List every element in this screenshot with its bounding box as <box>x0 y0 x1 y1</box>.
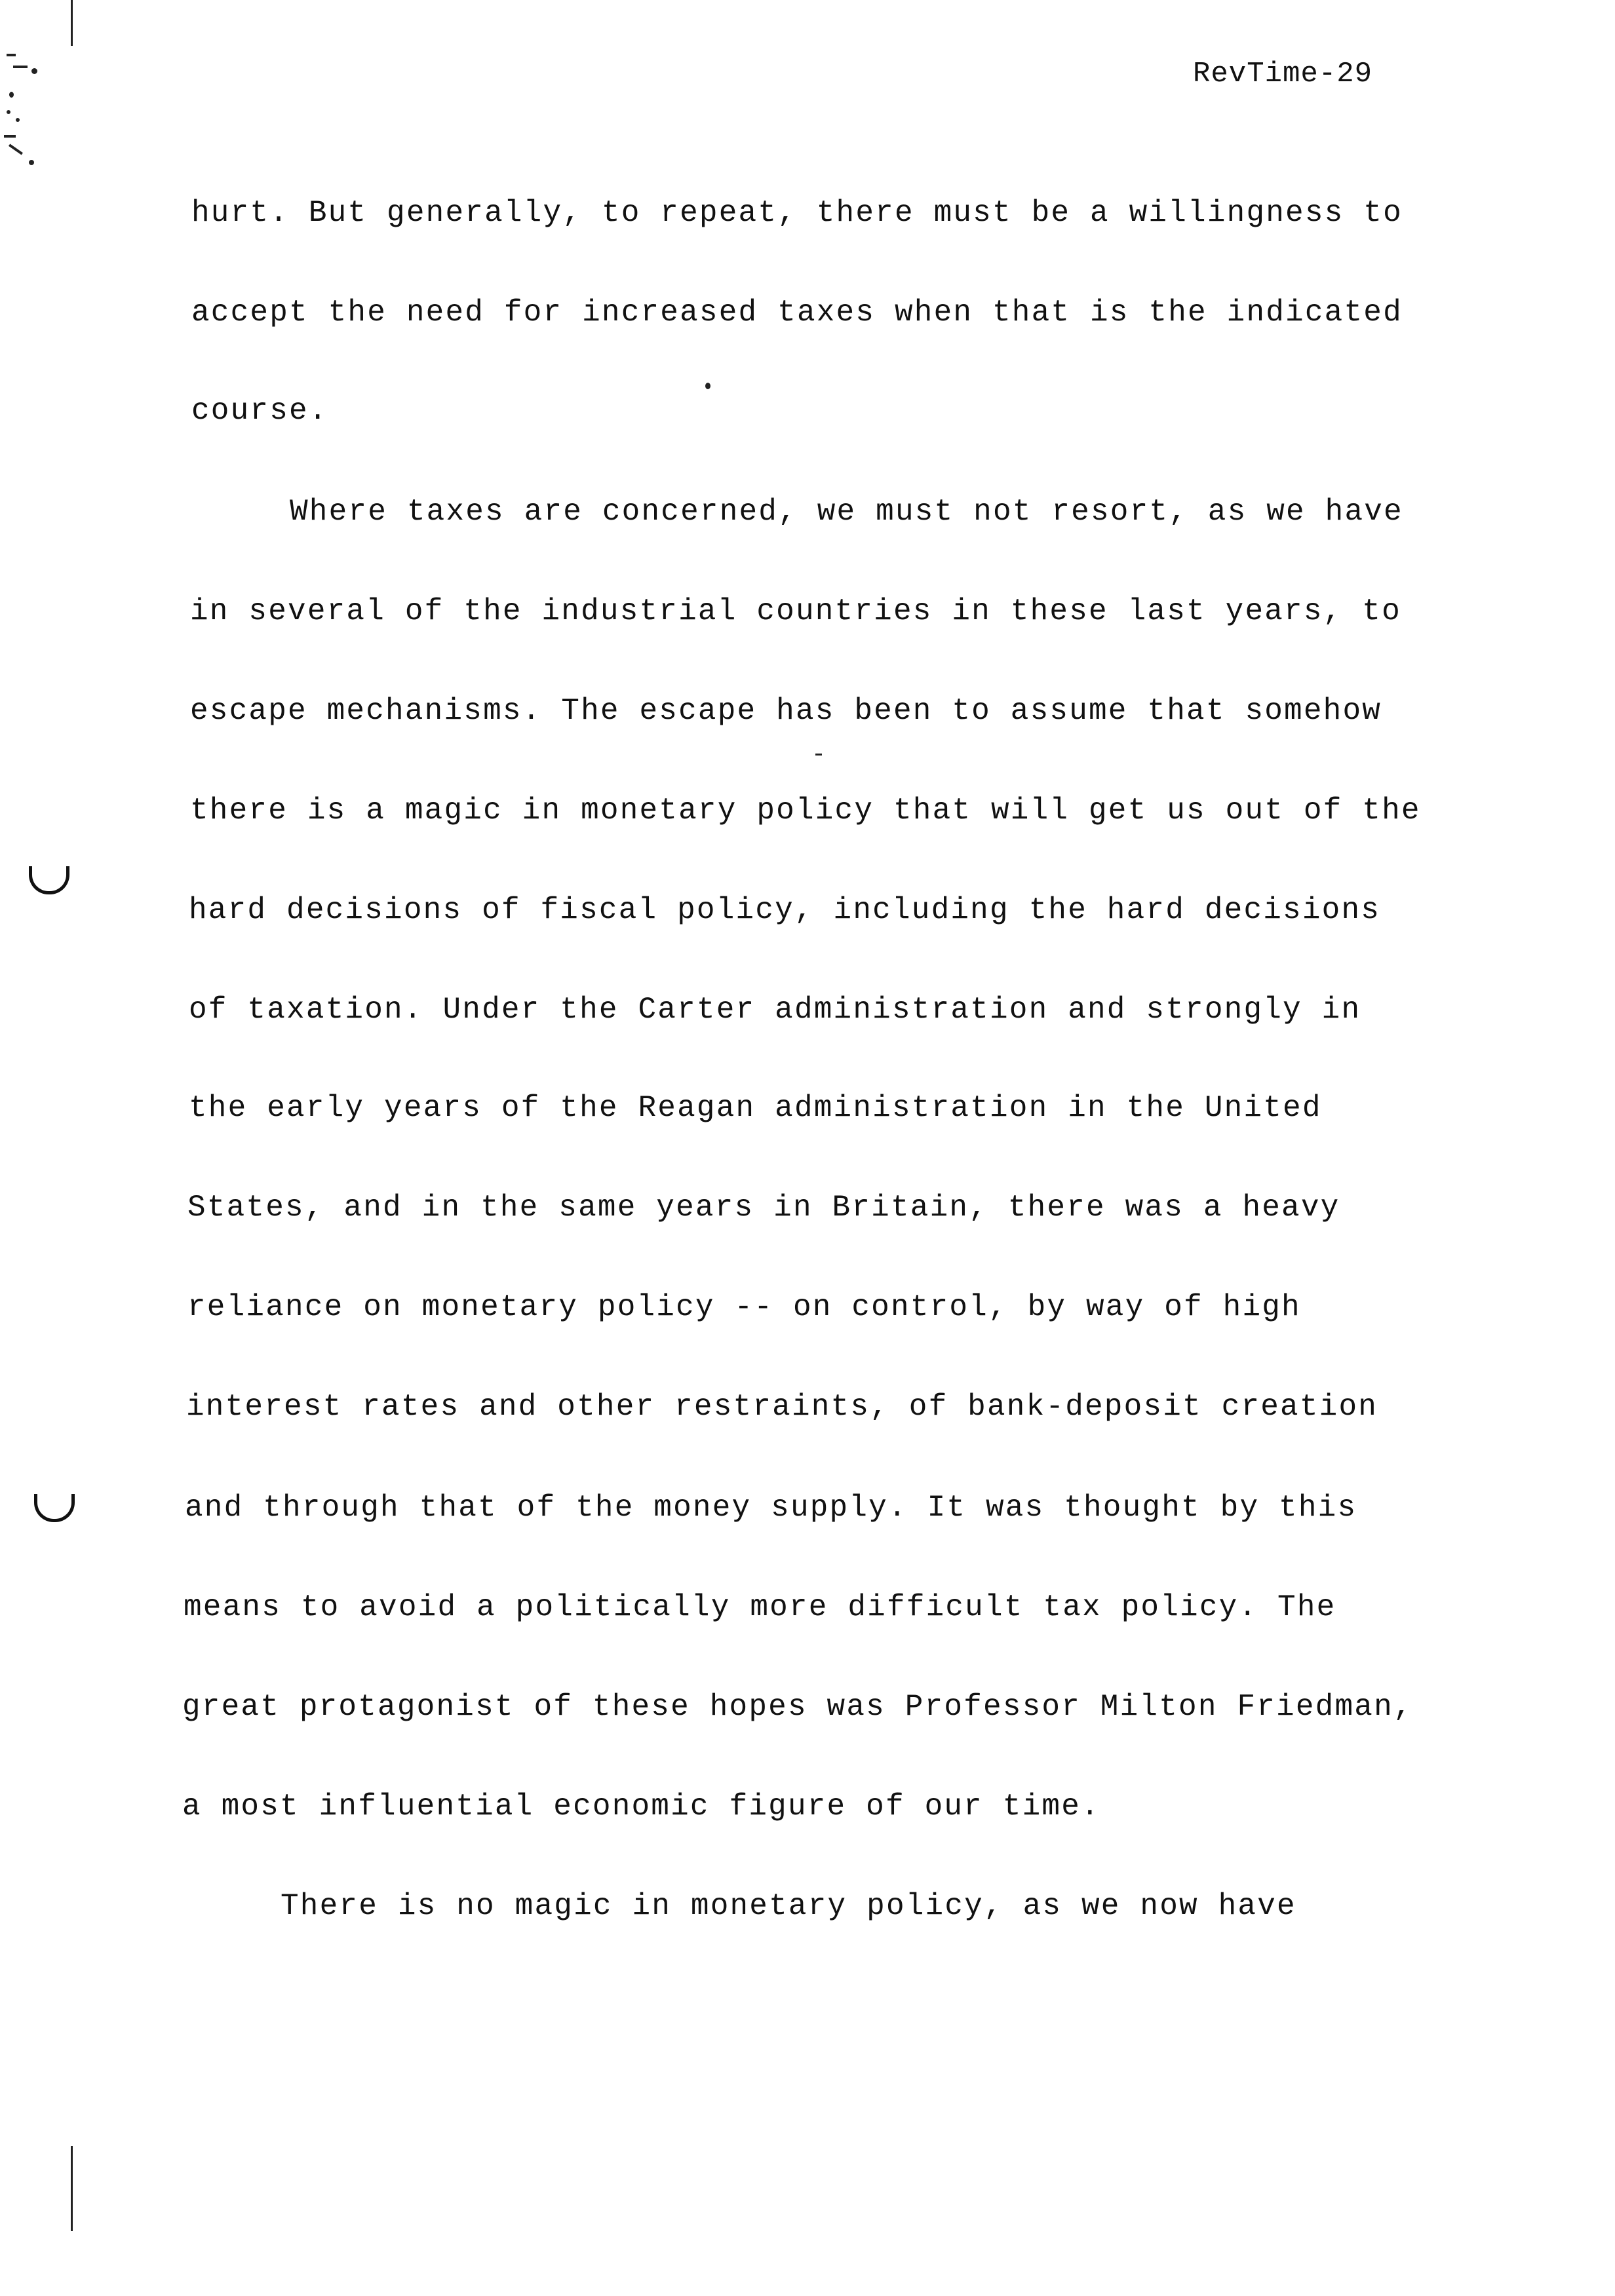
text-line: great protagonist of these hopes was Professor Milton Friedman, <box>182 1690 1413 1724</box>
text-line: hard decisions of fiscal policy, including the hard decisions <box>189 893 1381 927</box>
margin-speck <box>9 144 23 155</box>
text-line: There is no magic in monetary policy, as we now have <box>281 1889 1296 1923</box>
margin-speck <box>4 135 16 138</box>
text-line: a most influential economic figure of our time. <box>182 1789 1100 1824</box>
stray-mark <box>815 754 822 756</box>
text-line: the early years of the Reagan administration in the United <box>189 1091 1322 1125</box>
text-line: in several of the industrial countries in these last years, to <box>190 594 1401 628</box>
margin-speck <box>13 66 28 68</box>
text-line: States, and in the same years in Britain, there was a heavy <box>187 1191 1340 1225</box>
margin-speck <box>9 92 14 98</box>
margin-rule-bottom <box>71 2146 73 2231</box>
margin-rule-top <box>71 0 73 46</box>
margin-speck <box>31 68 37 74</box>
text-line: hurt. But generally, to repeat, there must be a willingness to <box>191 196 1403 230</box>
margin-speck <box>7 54 16 56</box>
text-line: of taxation. Under the Carter administration and strongly in <box>189 993 1361 1027</box>
text-line: means to avoid a politically more difficult tax policy. The <box>184 1590 1336 1624</box>
page-number-header: RevTime-29 <box>1193 58 1373 90</box>
punch-hole-mark <box>34 1494 75 1522</box>
text-line: reliance on monetary policy -- on control, by way of high <box>187 1290 1301 1324</box>
text-line: course. <box>191 394 328 428</box>
text-line: escape mechanisms. The escape has been to assume that somehow <box>190 694 1382 728</box>
text-line: interest rates and other restraints, of bank-deposit creation <box>186 1390 1378 1424</box>
text-line: Where taxes are concerned, we must not resort, as we have <box>290 495 1403 529</box>
text-line: and through that of the money supply. It was thought by this <box>185 1491 1357 1525</box>
stray-mark <box>705 383 710 389</box>
margin-speck <box>16 118 20 122</box>
margin-speck <box>7 110 10 114</box>
punch-hole-mark <box>29 866 69 894</box>
margin-speck <box>29 160 34 165</box>
text-line: accept the need for increased taxes when that is the indicated <box>191 296 1403 330</box>
text-line: there is a magic in monetary policy that will get us out of the <box>190 794 1421 828</box>
